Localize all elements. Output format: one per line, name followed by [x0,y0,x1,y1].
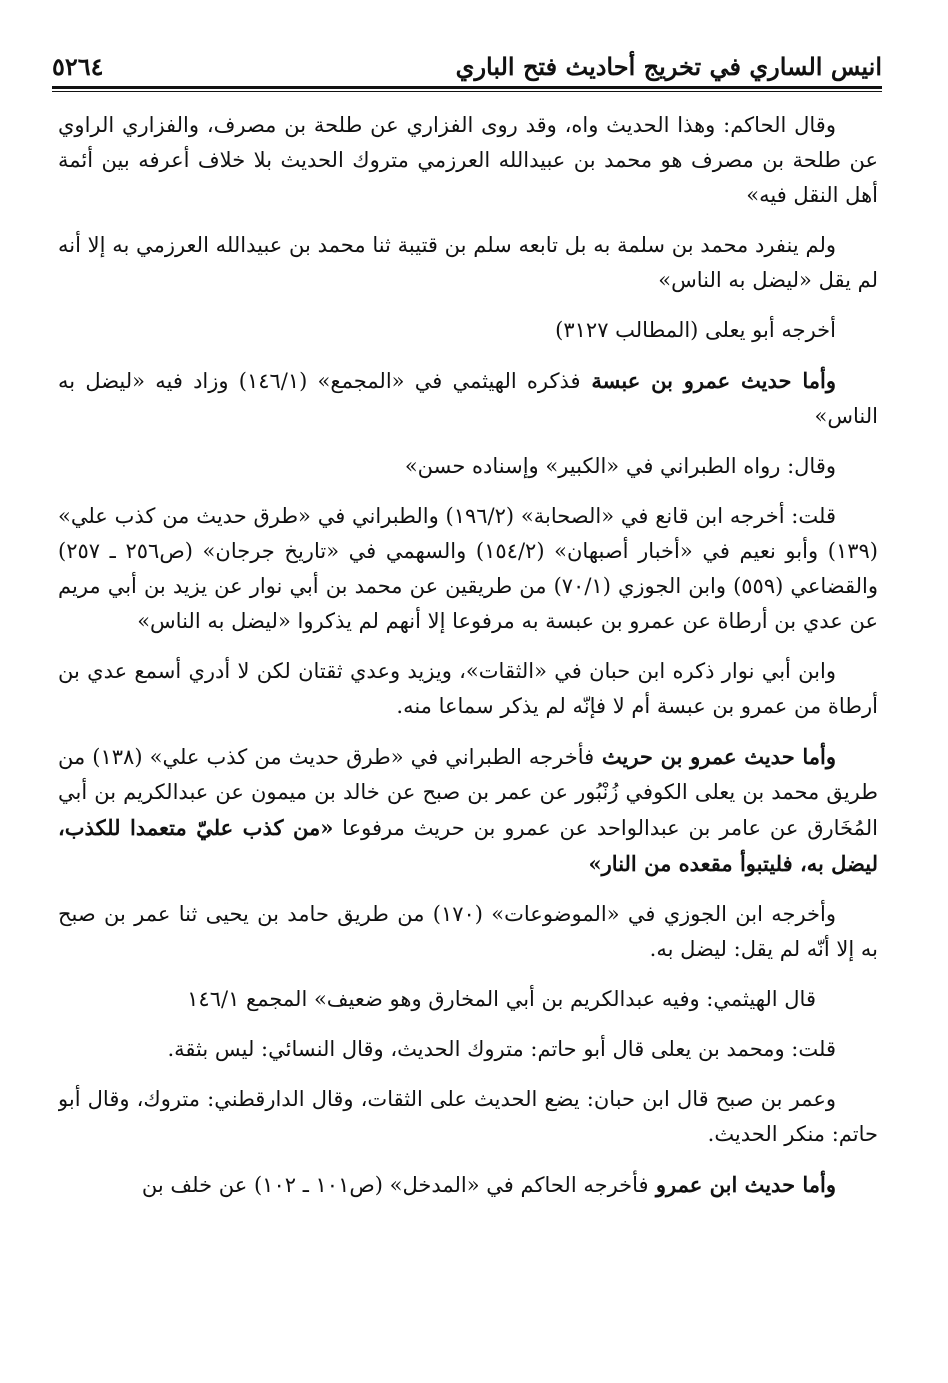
text-run: قال الهيثمي: وفيه عبدالكريم بن أبي المخارق وهو ضعيف» المجمع ١٤٦/١ [187,987,816,1011]
text-run: أخرجه أبو يعلى (المطالب ٣١٢٧) [555,318,836,342]
paragraph [58,1167,878,1203]
paragraph [58,654,878,724]
text-run: وأخرجه ابن الجوزي في «الموضوعات» (١٧٠) من طريق حامد بن يحيى ثنا عمر بن صبح به إلا أنّه لم يقل: ليضل به. [58,902,878,961]
page-number: ٥٢٦٤ [52,51,104,81]
text-run: وعمر بن صبح قال ابن حبان: يضع الحديث على الثقات، وقال الدارقطني: متروك، وقال أبو حاتم: منكر الحديث. [58,1087,878,1146]
text-run: قلت: أخرجه ابن قانع في «الصحابة» (١٩٦/٢) والطبراني في «طرق حديث من كذب علي» (١٣٩) وأبو نعيم في «أخبار أصبهان» (١٥٤/٢) والسهمي في «تاريخ جرجان» (ص٢٥٦ ـ ٢٥٧) والقضاعي (٥٥٩) وابن الجوزي (٧٠/١) من طريقين عن محمد بن أبي نوار عن يزيد بن أبي مريم عن عدي بن أرطاة عن عمرو بن عبسة به مرفوعا إلا أنهم لم يذكروا «ليضل به الناس» [58,504,878,633]
text-run: قلت: ومحمد بن يعلى قال أبو حاتم: متروك الحديث، وقال النسائي: ليس بثقة. [167,1037,836,1061]
text-run: وقال: رواه الطبراني في «الكبير» وإسناده حسن» [404,454,836,478]
book-title: انيس الساري في تخريج أحاديث فتح الباري [455,51,882,81]
header-rule-thin [52,91,882,92]
paragraph [58,228,878,298]
paragraph [58,363,878,434]
text-run: وابن أبي نوار ذكره ابن حبان في «الثقات»، ويزيد وعدي ثقتان لكن لا أدري أسمع عدي بن أرطاة من عمرو بن عبسة أم لا فإنّه لم يذكر سماعا منه. [58,659,878,718]
paragraph [58,897,878,967]
paragraph [58,1032,878,1067]
text-run: فأخرجه الحاكم في «المدخل» (ص١٠١ ـ ١٠٢) عن خلف بن [141,1173,649,1197]
paragraph [58,313,878,348]
text-run: فذكره الهيثمي في «المجمع» (١٤٦/١) وزاد فيه «ليضل به الناس» [58,369,878,428]
running-header [52,46,882,86]
paragraph [58,982,878,1017]
paragraph [58,499,878,639]
paragraph [58,449,878,484]
paragraph [58,1082,878,1152]
text-run: فأخرجه الطبراني في «طرق حديث من كذب علي» (١٣٨) من طريق محمد بن يعلى الكوفي زُنْبُور عن عمر بن صبح عن خالد بن ميمون عن عبدالكريم بن أبي المُخَارق عن عامر بن عبدالواحد عن عمرو بن حريث مرفوعا [58,745,878,840]
bold-text: وأما حديث عمرو بن عبسة [580,368,836,393]
text-run: وقال الحاكم: وهذا الحديث واه، وقد روى الفزاري عن طلحة بن مصرف، والفزاري الراوي عن طلحة بن مصرف هو محمد بن عبيدالله العرزمي متروك الحديث بلا خلاف أعرفه بين أئمة أهل النقل فيه» [58,113,878,207]
text-run: ولم ينفرد محمد بن سلمة به بل تابعه سلم بن قتيبة ثنا محمد بن عبيدالله العرزمي به إلا أنه لم يقل «ليضل به الناس» [58,233,878,292]
paragraph [58,739,878,882]
header-rule [52,86,882,89]
paragraph [58,108,878,213]
bold-text: وأما حديث ابن عمرو [648,1172,836,1197]
bold-text: وأما حديث عمرو بن حريث [594,744,836,769]
bold-text: «من كذب عليّ متعمدا للكذب، ليضل به، فليتبوأ مقعده من النار» [58,815,878,876]
body-text [58,108,878,1368]
